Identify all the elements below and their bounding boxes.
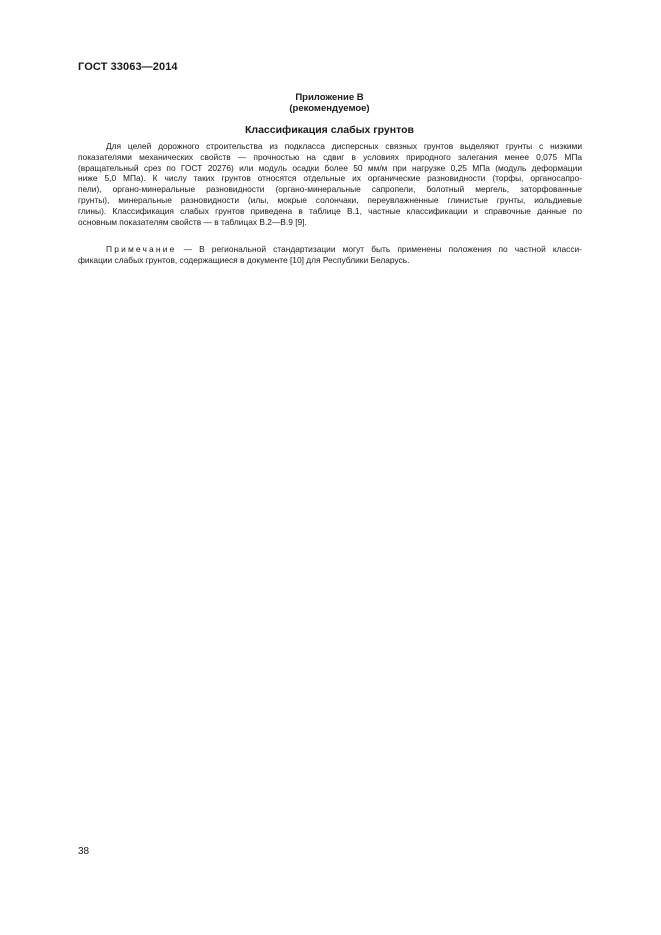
document-code-header: ГОСТ 33063—2014: [78, 61, 178, 73]
note-line: [78, 244, 582, 255]
body-paragraph: [78, 141, 582, 227]
paragraph-line: глины). Классификация слабых грунтов приведена в таблице В.1, частные классификации и справочные данные по: [78, 205, 582, 216]
appendix-title: Приложение В: [295, 92, 364, 103]
paragraph-line: ниже 5,0 МПа). К числу таких грунтов относятся отдельные их органические разновидности (торфы, органосапро-: [78, 173, 582, 184]
note-paragraph: [78, 244, 582, 266]
note-label: Примечание: [106, 244, 177, 254]
paragraph-line: пели), органо-минеральные разновидности (органо-минеральные сапропели, болотный мергель, заторфованные: [78, 184, 582, 195]
page-number: 38: [78, 846, 90, 857]
note-line: фикации слабых грунтов, содержащиеся в документе [10] для Республики Беларусь.: [78, 254, 410, 265]
paragraph-line: Для целей дорожного строительства из подкласса дисперсных связных грунтов выделяют грунты с низкими: [106, 141, 582, 151]
paragraph-line: показателями механических свойств — прочностью на сдвиг в условиях природного залегания менее 0,075 МПа: [78, 151, 582, 162]
paragraph-line: (вращательный срез по ГОСТ 20276) или модуль осадки более 50 мм/м при нагрузке 0,25 МПа (модуль деформации: [78, 162, 582, 173]
note-text: — В региональной стандартизации могут быть применены положения по частной класси-: [183, 244, 583, 254]
paragraph-line: основным показателям свойств — в таблицах В.2—В.9 [9].: [78, 216, 307, 227]
section-title: Классификация слабых грунтов: [244, 124, 414, 136]
appendix-subtitle: (рекомендуемое): [289, 103, 370, 114]
paragraph-line: грунты), минеральные разновидности (илы, мокрые солончаки, переувлажненные глинистые грунты, иольдиевые: [78, 194, 582, 205]
appendix-heading: [78, 92, 581, 114]
